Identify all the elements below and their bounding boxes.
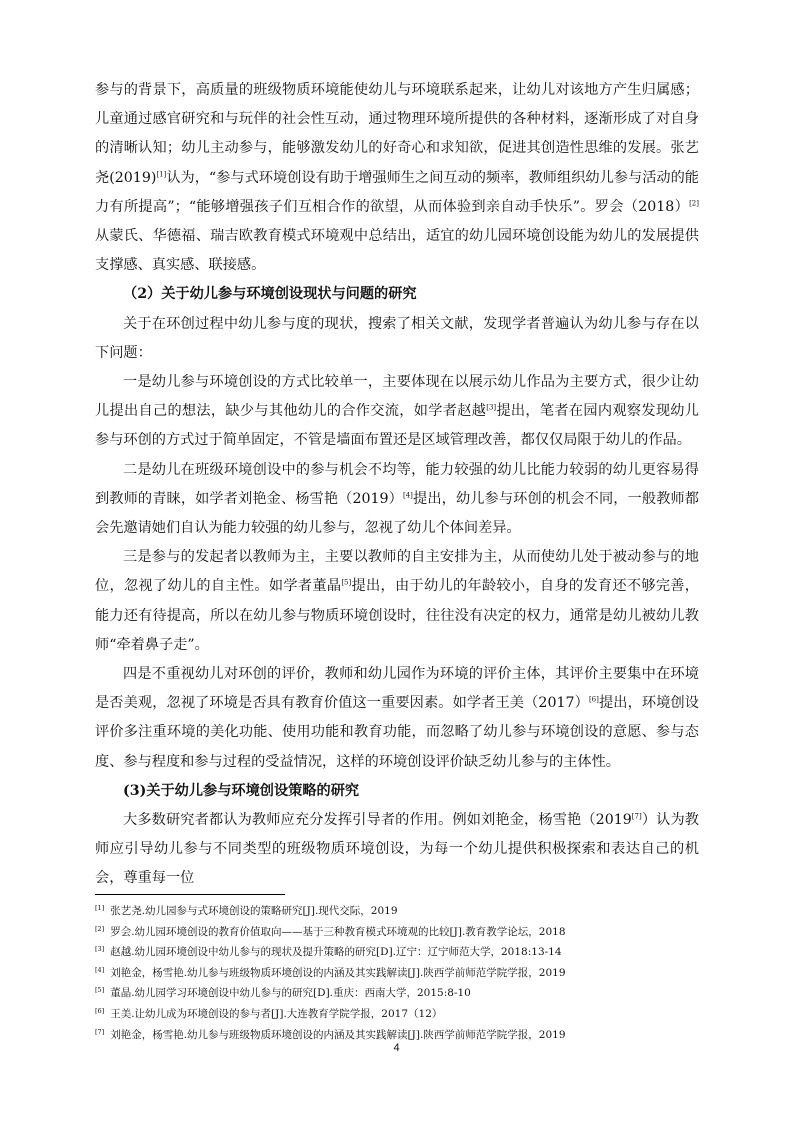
- text-run: ）认为教师应引导幼儿参与不同类型的班级物质环境创设，为每一个幼儿提供积极探索和表达自己的机会，尊重每一位: [95, 812, 699, 887]
- text-run: 一是幼儿参与环境创设的方式比较单一，主要体现在以展示幼儿作品为主要方式，很少让幼儿提出自己的想法，缺少与其他幼儿的合作交流，如学者赵越: [95, 374, 699, 420]
- footnote-text: 罗会.幼儿园环境创设的教育价值取向——基于三种教育模式环境观的比较[J].教育教学论坛，2018: [110, 925, 566, 938]
- text-run: 认为，“参与式环境创设有助于增强师生之间互动的频率，教师组织幼儿参与活动的能力有所提高”；“能够增强孩子们互相合作的欲望，从而体验到亲自动手快乐”。罗会（2018）: [95, 169, 699, 215]
- footnote: [95, 984, 699, 1005]
- citation-mark: [5]: [341, 578, 352, 587]
- body-paragraph: [95, 806, 699, 894]
- citation-mark: [6]: [588, 695, 599, 704]
- text-run: 提出，由于幼儿的年龄较小，自身的发育还不够完善，能力还有待提高，所以在幼儿参与物质环境创设时，往往没有决定的权力，通常是幼儿被幼儿教师“牵着鼻子走”。: [95, 578, 699, 653]
- text-run: (3)关于幼儿参与环境创设策略的研究: [123, 782, 360, 799]
- footnote-mark: [3]: [95, 945, 105, 954]
- footnote: [95, 943, 699, 964]
- section-heading: [95, 777, 699, 806]
- text-run: 提出，幼儿参与环创的机会不同，一般教师都会先邀请她们自认为能力较强的幼儿参与，忽视了幼儿个体间差异。: [95, 490, 699, 537]
- citation-mark: [1]: [156, 169, 167, 178]
- text-run: 提出，环境创设评价多注重环境的美化功能、使用功能和教育功能，而忽略了幼儿参与环境创设的意愿、参与态度、参与程度和参与过程的受益情况，这样的环境创设评价缺乏幼儿参与的主体性。: [95, 695, 699, 770]
- body-paragraph: [95, 456, 699, 544]
- footnote-separator: [95, 894, 285, 895]
- footnote-text: 刘艳金，杨雪艳.幼儿参与班级物质环境创设的内涵及其实践解读[J].陕西学前师范学院学报，2019: [110, 966, 566, 979]
- text-run: 四是不重视幼儿对环创的评价，教师和幼儿园作为环境的评价主体，其评价主要集中在环境是否美观，忽视了环境是否具有教育价值这一重要因素。如学者王美（2017）: [95, 666, 699, 712]
- text-run: 关于在环创过程中幼儿参与度的现状，搜索了相关文献，发现学者普遍认为幼儿参与存在以下问题：: [95, 315, 699, 361]
- footnote-text: 董晶.幼儿园学习环境创设中幼儿参与的研究[D].重庆：西南大学，2015:8-10: [110, 987, 471, 1000]
- text-run: 三是参与的发起者以教师为主，主要以教师的自主安排为主，从而使幼儿处于被动参与的地位，忽视了幼儿的自主性。如学者董晶: [95, 549, 699, 595]
- body-paragraph: [95, 76, 699, 280]
- citation-mark: [3]: [486, 403, 497, 412]
- footnote-mark: [6]: [95, 1006, 105, 1015]
- footnote: [95, 964, 699, 985]
- footnote-text: 张艺尧.幼儿园参与式环境创设的策略研究[J].现代交际，2019: [110, 905, 398, 917]
- footnote: [95, 1005, 699, 1026]
- citation-mark: [4]: [403, 491, 413, 500]
- text-run: 大多数研究者都认为教师应充分发挥引导者的作用。例如刘艳金，杨雪艳（2019: [123, 812, 632, 829]
- body-paragraph: [95, 310, 699, 368]
- text-run: （2）关于幼儿参与环境创设现状与问题的研究: [123, 286, 417, 303]
- footnote-text: 王美.让幼儿成为环境创设的参与者[J].大连教育学院学报，2017（12）: [110, 1007, 443, 1020]
- section-heading: [95, 280, 699, 309]
- footnote-mark: [7]: [95, 1027, 105, 1036]
- citation-mark: [2]: [689, 199, 699, 208]
- footnotes: [95, 902, 699, 1046]
- citation-mark: [7]: [631, 812, 642, 821]
- footnote-mark: [5]: [95, 986, 105, 995]
- footnote-mark: [1]: [95, 904, 105, 912]
- body-paragraph: [95, 660, 699, 777]
- footnote-mark: [2]: [95, 924, 105, 933]
- text-run: 从蒙氏、华德福、瑞吉欧教育模式环境观中总结出，适宜的幼儿园环境创设能为幼儿的发展提供支撑感、真实感、联接感。: [95, 228, 699, 274]
- text-run: 二是幼儿在班级环境创设中的参与机会不均等，能力较强的幼儿比能力较弱的幼儿更容易得到教师的青睐，如学者刘艳金、杨雪艳（2019）: [95, 461, 699, 507]
- page-number: 4: [393, 1042, 400, 1054]
- body-paragraph: [95, 368, 699, 456]
- footnote: [95, 923, 699, 944]
- body-text: [95, 76, 699, 894]
- footnote-text: 赵越.幼儿园环境创设中幼儿参与的现状及提升策略的研究[D].辽宁：辽宁师范大学，2018:13-14: [110, 946, 562, 959]
- footnote-text: 刘艳金，杨雪艳.幼儿参与班级物质环境创设的内涵及其实践解读[J].陕西学前师范学院学报，2019: [110, 1028, 566, 1041]
- footnote: [95, 902, 699, 923]
- text-run: 参与的背景下，高质量的班级物质环境能使幼儿与环境联系起来，让幼儿对该地方产生归属感；儿童通过感官研究和与玩伴的社会性互动，通过物理环境所提供的各种材料，逐渐形成了对自身的清晰认知；幼儿主动参与，能够激发幼儿的好奇心和求知欲，促进其创造性思维的发展。张艺尧(2019): [95, 82, 699, 186]
- footnote-mark: [4]: [95, 965, 105, 974]
- text-run: 提出，笔者在园内观察发现幼儿参与环创的方式过于简单固定，不管是墙面布置还是区域管理改善，都仅仅局限于幼儿的作品。: [95, 403, 699, 449]
- body-paragraph: [95, 543, 699, 660]
